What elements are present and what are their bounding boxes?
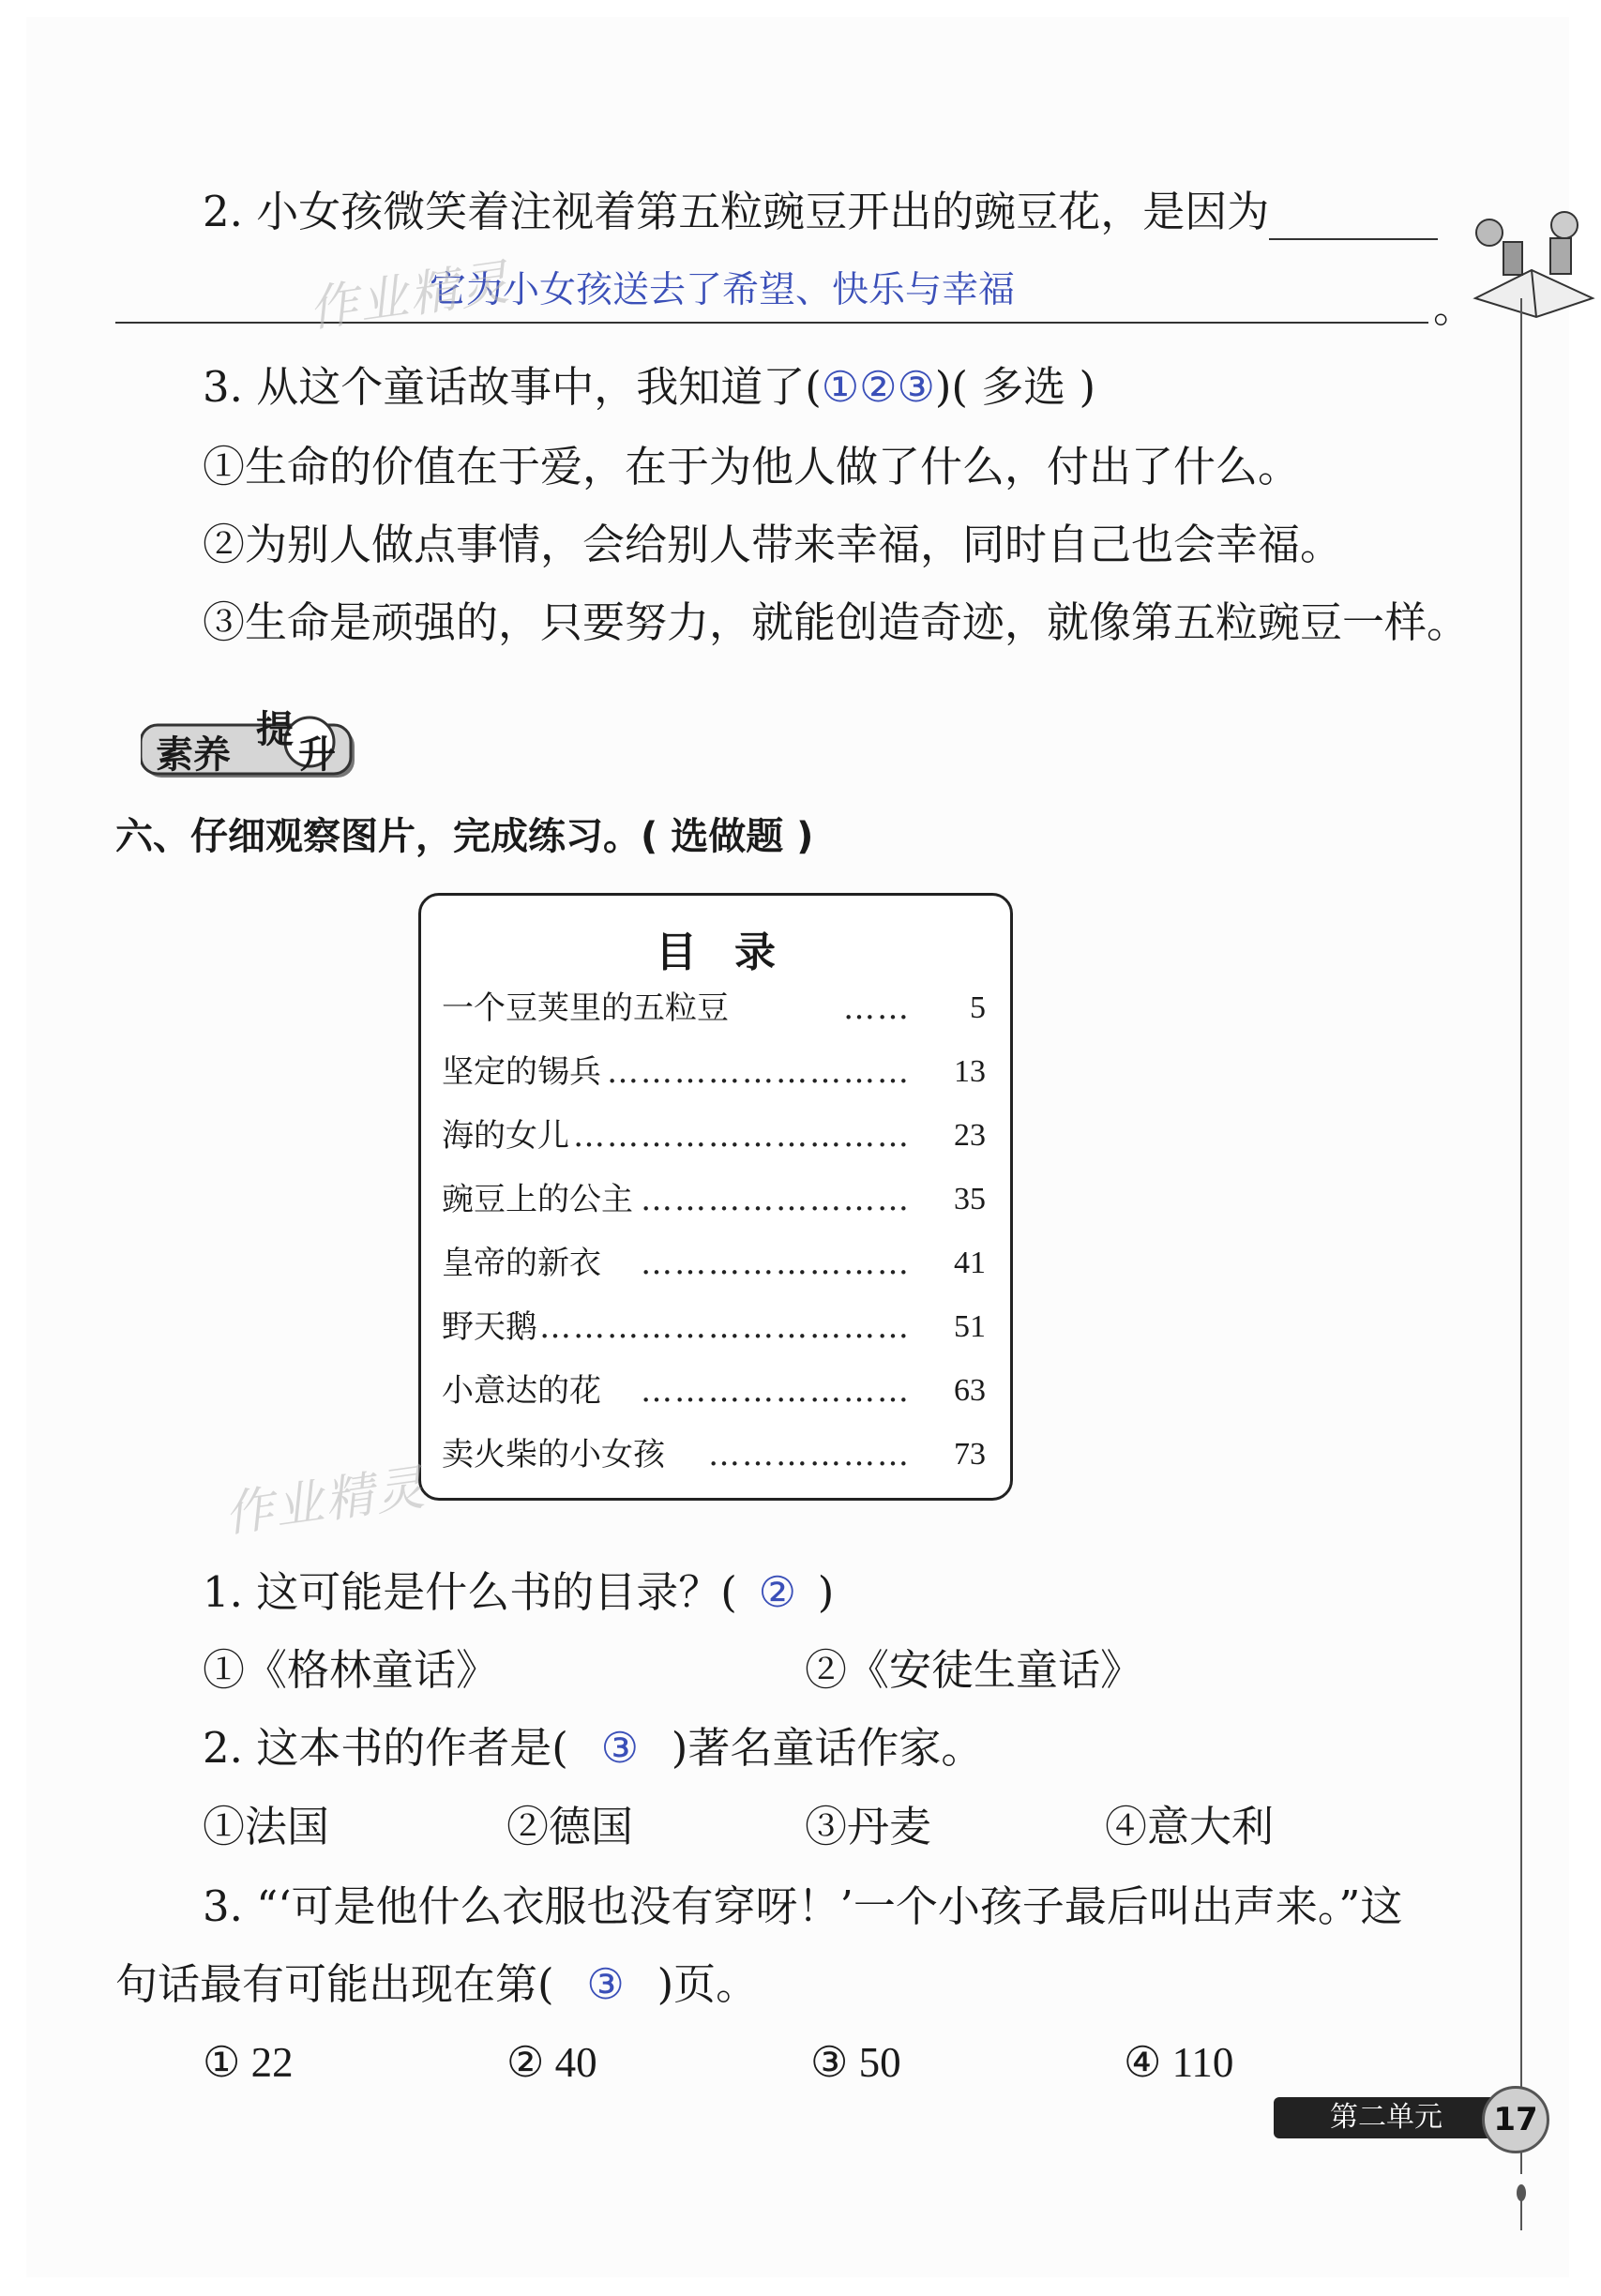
toc-row — [442, 1367, 986, 1414]
s6q2-answer: ③ — [600, 1723, 639, 1773]
q2-prefix: 2. 小女孩微笑着注视着第五粒豌豆开出的豌豆花，是因为 — [203, 187, 1270, 236]
toc-item-page: 73 — [954, 1437, 986, 1472]
toc-item-page: 23 — [954, 1118, 986, 1153]
toc-item-page: 13 — [954, 1054, 986, 1089]
footer-unit-label: 第二单元 — [1274, 2097, 1499, 2138]
toc-item-title: 一个豆荚里的五粒豆 — [442, 989, 729, 1027]
s6q3-option-4: ④ 110 — [1124, 2039, 1234, 2086]
toc-row — [442, 1112, 986, 1159]
q2-blank-end — [1269, 197, 1438, 240]
s6q1-option-2: ②《安徒生童话》 — [805, 1645, 1143, 1695]
section6-title: 六、仔细观察图片，完成练习。( 选做题 ) — [115, 815, 814, 858]
page-number: 17 — [1482, 2086, 1549, 2153]
s6q1-option-1: ①《格林童话》 — [203, 1645, 499, 1695]
toc-item-page: 41 — [954, 1246, 986, 1280]
toc-item-page: 63 — [954, 1373, 986, 1408]
toc-row — [442, 1240, 986, 1287]
s6q2-option-3: ③丹麦 — [805, 1802, 932, 1851]
toc-item-title: 野天鹅 — [442, 1308, 537, 1346]
toc-item-page: 5 — [970, 990, 986, 1025]
s6q1-prefix: 1. 这可能是什么书的目录？( — [203, 1567, 737, 1617]
reading-kids-illustration — [1461, 204, 1601, 326]
q3-question — [203, 359, 1095, 415]
q3-prefix: 3. 从这个童话故事中，我知道了( — [203, 362, 822, 412]
toc-row — [442, 1431, 986, 1478]
s6q2-option-1: ①法国 — [203, 1802, 330, 1851]
q2-period: 。 — [1433, 282, 1476, 332]
hanging-rope — [1520, 298, 1522, 2174]
toc-box — [418, 893, 1013, 1501]
s6q3-option-2: ② 40 — [506, 2039, 597, 2086]
badge-text-sheng: 升 — [298, 733, 336, 777]
toc-item-page: 35 — [954, 1182, 986, 1216]
toc-item-dots: ……………………… — [607, 1053, 911, 1091]
toc-item-title: 小意达的花 — [442, 1372, 601, 1410]
watermark: 作业精灵 — [220, 1459, 430, 1544]
q2-question — [203, 184, 1438, 240]
toc-row — [442, 1176, 986, 1223]
s6q3-option-3: ③ 50 — [810, 2039, 901, 2086]
watermark: 作业精灵 — [305, 254, 514, 339]
toc-item-dots: ……………… — [708, 1436, 911, 1473]
toc-row — [442, 1049, 986, 1095]
badge-text-main: 素养 — [156, 733, 231, 777]
s6q3-line1: 3. “‘可是他什么衣服也没有穿呀！’一个小孩子最后叫出声来。”这 — [203, 1881, 1403, 1931]
toc-item-page: 51 — [954, 1309, 986, 1344]
s6q2-option-4: ④意大利 — [1105, 1802, 1275, 1851]
q3-answer: ①②③ — [821, 362, 935, 412]
s6q3-option-1: ① 22 — [203, 2039, 294, 2086]
s6q3-line2 — [115, 1956, 758, 2013]
toc-row — [442, 985, 986, 1032]
q3-option-1: ①生命的价值在于爱，在于为他人做了什么，付出了什么。 — [203, 442, 1301, 491]
badge-text-ti: 提 — [256, 708, 294, 751]
q3-option-3: ③生命是顽强的，只要努力，就能创造奇迹，就像第五粒豌豆一样。 — [203, 597, 1470, 647]
s6q1-question — [203, 1564, 834, 1621]
s6q3-suffix: )页。 — [657, 1959, 759, 2009]
s6q1-answer: ② — [758, 1567, 796, 1617]
toc-item-title: 豌豆上的公主 — [442, 1181, 633, 1218]
s6q2-prefix: 2. 这本书的作者是( — [203, 1723, 568, 1773]
toc-item-dots: ………………………… — [573, 1117, 911, 1155]
toc-item-title: 坚定的锡兵 — [442, 1053, 601, 1091]
s6q1-suffix: ) — [817, 1567, 835, 1617]
q2-answer: 它为小女孩送去了希望、快乐与幸福 — [430, 269, 1016, 311]
rope-tassel-icon — [1517, 2174, 1526, 2230]
toc-item-dots: …………………… — [641, 1372, 911, 1410]
toc-title: 目录 — [656, 929, 813, 976]
page — [26, 17, 1569, 2277]
toc-item-title: 皇帝的新衣 — [442, 1245, 601, 1282]
toc-item-title: 卖火柴的小女孩 — [442, 1436, 665, 1473]
q3-option-2: ②为别人做点事情，会给别人带来幸福，同时自己也会幸福。 — [203, 520, 1343, 569]
s6q2-option-2: ②德国 — [506, 1802, 634, 1851]
q3-suffix: )( 多选 ) — [934, 362, 1096, 412]
q2-answer-line — [430, 263, 1015, 319]
s6q3-answer: ③ — [586, 1959, 625, 2009]
s6q2-question — [203, 1720, 983, 1776]
toc-item-title: 海的女儿 — [442, 1117, 569, 1155]
toc-item-dots: …………………… — [641, 1245, 911, 1282]
s6q3-prefix: 句话最有可能出现在第( — [115, 1959, 554, 2009]
s6q2-suffix: )著名童话作家。 — [671, 1723, 984, 1773]
toc-item-dots: …… — [843, 989, 911, 1027]
toc-row — [442, 1304, 986, 1351]
toc-item-dots: …………………… — [641, 1181, 911, 1218]
toc-item-dots: …………………………… — [539, 1308, 911, 1346]
